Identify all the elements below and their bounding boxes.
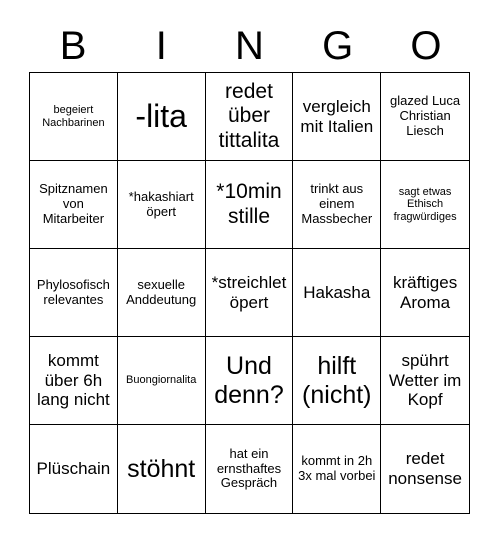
header-letter-b: B <box>59 24 87 68</box>
bingo-cell[interactable]: kräftiges Aroma <box>381 249 469 337</box>
bingo-cell[interactable]: vergleich mit Italien <box>293 73 381 161</box>
header-letter-i: I <box>155 24 167 68</box>
bingo-cell[interactable]: begeiert Nachbarinen <box>30 73 118 161</box>
bingo-cell[interactable]: kommt über 6h lang nicht <box>30 337 118 425</box>
bingo-cell[interactable]: Plüschain <box>30 425 118 513</box>
bingo-cell[interactable]: trinkt aus einem Massbecher <box>293 161 381 249</box>
bingo-cell[interactable]: -lita <box>118 73 206 161</box>
bingo-cell[interactable]: *hakashiart öpert <box>118 161 206 249</box>
bingo-cell[interactable]: sagt etwas Ethisch fragwürdiges <box>381 161 469 249</box>
header-letter-n: N <box>235 24 264 68</box>
bingo-header <box>29 20 470 72</box>
bingo-cell[interactable]: Spitznamen von Mitarbeiter <box>30 161 118 249</box>
header-letter-o: O <box>410 24 442 68</box>
bingo-board <box>29 72 470 514</box>
bingo-cell[interactable]: stöhnt <box>118 425 206 513</box>
bingo-cell[interactable]: Hakasha <box>293 249 381 337</box>
bingo-cell[interactable]: Und denn? <box>206 337 294 425</box>
bingo-cell[interactable]: Phylosofisch relevantes <box>30 249 118 337</box>
bingo-cell[interactable]: redet nonsense <box>388 449 462 488</box>
bingo-cell[interactable]: spührt Wetter im Kopf <box>381 337 469 425</box>
bingo-cell[interactable]: hilft (nicht) <box>293 337 381 425</box>
bingo-cell[interactable]: kommt in 2h 3x mal vorbei <box>293 425 381 513</box>
header-letter-g: G <box>322 24 354 68</box>
bingo-cell[interactable]: Buongiornalita <box>118 337 206 425</box>
bingo-cell[interactable]: *10min stille <box>206 161 294 249</box>
bingo-cell[interactable]: redet über tittalita <box>206 73 294 161</box>
bingo-cell[interactable]: *streichlet öpert <box>206 249 294 337</box>
bingo-cell[interactable]: hat ein ernsthaftes Gespräch <box>206 425 294 513</box>
bingo-cell[interactable]: sexuelle Anddeutung <box>118 249 206 337</box>
bingo-cell[interactable]: glazed Luca Christian Liesch <box>381 73 469 161</box>
